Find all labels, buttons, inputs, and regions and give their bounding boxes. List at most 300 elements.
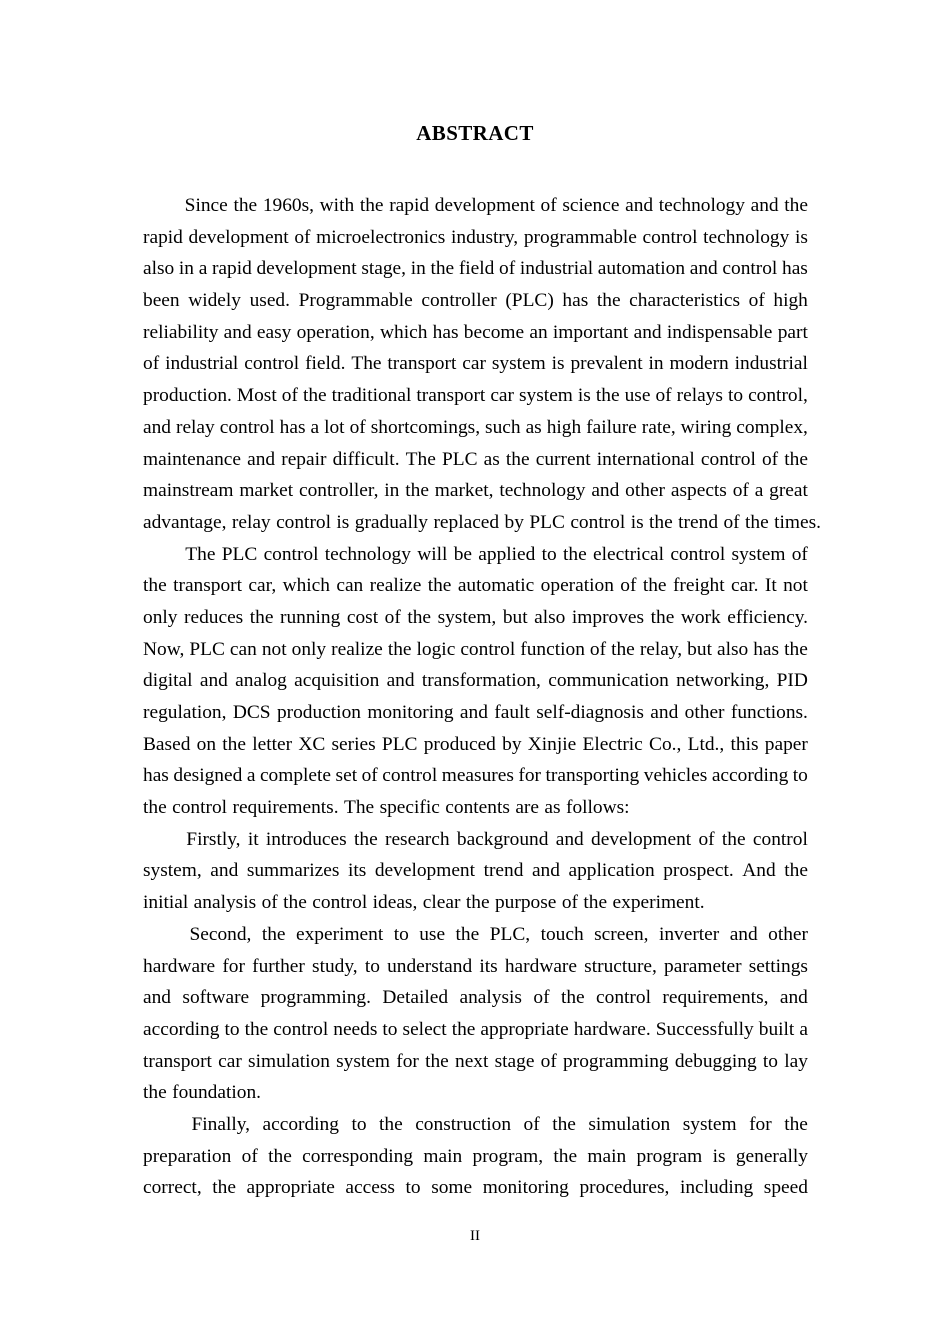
word: programming (563, 1050, 669, 1072)
word: logic (416, 638, 456, 660)
word: and (689, 258, 718, 280)
word: its (347, 860, 367, 882)
word: relay (175, 416, 215, 438)
word: automation (597, 258, 686, 280)
word: is (336, 511, 350, 533)
word: built (758, 1018, 795, 1040)
word: the (560, 987, 585, 1009)
word: of (533, 987, 550, 1009)
word: of (143, 353, 160, 375)
word: field. (305, 353, 346, 375)
word: current (535, 448, 591, 470)
word: times. (774, 511, 821, 533)
word: transport (387, 353, 457, 375)
word: foundation. (172, 1082, 261, 1104)
word: realize (331, 638, 383, 660)
word: the (268, 1145, 292, 1167)
word: to (727, 385, 744, 407)
word: used. (249, 290, 290, 312)
page-title: ABSTRACT (416, 121, 534, 145)
word: technology (499, 480, 586, 502)
word: and (223, 321, 252, 343)
word: gradually (354, 511, 429, 533)
text-line (143, 824, 808, 856)
word: of (384, 606, 401, 628)
word: complete (259, 765, 332, 787)
word: the (583, 892, 608, 914)
word: control (219, 416, 275, 438)
word: running (280, 606, 341, 628)
word: construction (415, 1113, 512, 1135)
word: car (462, 353, 486, 375)
word: which (380, 321, 428, 343)
word: the (784, 860, 808, 882)
word: Finally, (191, 1113, 251, 1135)
word: and (633, 321, 662, 343)
word: control (172, 797, 228, 819)
word: rate, (641, 416, 676, 438)
word: according (262, 1113, 339, 1135)
word: of (761, 448, 779, 470)
word: of (698, 828, 715, 850)
word: rapid (389, 195, 430, 216)
word: become (463, 321, 525, 343)
word: specific (379, 797, 440, 819)
word: an (529, 321, 548, 343)
text-line (143, 475, 808, 507)
word: science (562, 195, 620, 216)
word: use (624, 385, 651, 407)
word: control (596, 987, 651, 1009)
word: And (742, 860, 776, 882)
word: of (589, 638, 607, 660)
word: the (455, 923, 480, 945)
word: also (534, 606, 566, 628)
word: the (359, 195, 384, 216)
text-line (143, 285, 808, 317)
word: application (568, 860, 655, 882)
word: can (229, 638, 257, 660)
word: is (794, 226, 808, 248)
word: of (499, 258, 516, 280)
word: stage, (361, 258, 407, 280)
text-line (143, 634, 808, 666)
word: appropriate (246, 1177, 335, 1199)
word: hardware (504, 955, 577, 977)
word: of (281, 385, 298, 407)
word: the (563, 543, 587, 565)
word: rapid (211, 258, 252, 280)
word: some (431, 1177, 473, 1199)
word: control (752, 828, 808, 850)
word: programming. (260, 987, 371, 1009)
word: background (456, 828, 549, 850)
paragraph (143, 190, 821, 539)
word: a (310, 416, 320, 438)
word: is (551, 353, 565, 375)
word: of (655, 385, 672, 407)
word: part (777, 321, 808, 343)
word: analysis (193, 892, 257, 914)
word: in (410, 258, 426, 280)
word: introduces (265, 828, 347, 850)
word: control (273, 1018, 329, 1040)
word: trend (678, 511, 719, 533)
word: car (490, 385, 514, 407)
word: has (279, 416, 306, 438)
word: high (546, 416, 582, 438)
page-number: II (470, 1228, 480, 1244)
text-line (143, 887, 808, 919)
word: to (405, 1177, 421, 1199)
word: 1960s, (262, 195, 314, 216)
text-line (143, 1172, 808, 1204)
word: and (650, 702, 679, 723)
word: relays (676, 385, 723, 407)
word: work (680, 606, 721, 628)
word: the (143, 1082, 167, 1104)
word: requirements. (232, 797, 339, 819)
word: control (722, 258, 778, 280)
word: of (732, 480, 749, 502)
word: a (198, 258, 208, 280)
word: analysis (459, 987, 522, 1009)
word: of (791, 543, 808, 565)
paragraph (143, 539, 808, 824)
word: of (261, 892, 278, 914)
word: simulation (588, 1113, 671, 1135)
word: Second, (189, 923, 252, 945)
word: the (465, 892, 490, 914)
word: the (642, 575, 667, 597)
word: also (716, 638, 749, 660)
word: industrial (734, 353, 808, 375)
word: development (434, 195, 535, 216)
text-line (143, 1141, 808, 1173)
word: regulation, (143, 702, 227, 723)
word: for (222, 955, 245, 977)
text-line (143, 760, 808, 792)
word: reduces (184, 606, 244, 628)
word: PLC (381, 733, 418, 755)
word: PLC, (489, 923, 531, 945)
word: PLC (189, 638, 225, 660)
word: production (276, 702, 361, 723)
word: functions. (730, 702, 808, 723)
word: The (351, 353, 382, 375)
word: production. (143, 385, 232, 407)
word: PID (776, 670, 808, 692)
word: electrical (593, 543, 665, 565)
text-line (143, 697, 808, 729)
word: in (384, 480, 400, 502)
word: control (700, 448, 756, 470)
word: the (249, 606, 274, 628)
word: Detailed (382, 987, 449, 1009)
word: transformation, (421, 670, 541, 692)
word: wiring (680, 416, 732, 438)
word: procedures, (579, 1177, 670, 1199)
word: of (294, 226, 311, 248)
word: and (247, 448, 276, 470)
text-line (143, 444, 808, 476)
word: to (224, 1018, 240, 1040)
word: a (246, 765, 256, 787)
text-line (143, 919, 808, 951)
text-line (143, 982, 808, 1014)
word: the (143, 797, 167, 819)
word: digital (143, 670, 193, 692)
word: control, (748, 385, 808, 407)
word: freight (672, 575, 725, 597)
word: to (364, 955, 380, 977)
word: the (595, 385, 620, 407)
word: but (687, 638, 712, 660)
word: only (291, 638, 327, 660)
abstract-body (143, 190, 821, 1204)
word: set (335, 765, 358, 787)
text-line (143, 380, 808, 412)
word: market, (434, 480, 494, 502)
word: appropriate (480, 1018, 569, 1040)
word: trend (483, 860, 524, 882)
word: communication (548, 670, 669, 692)
word: XC (298, 733, 326, 755)
word: lot (324, 416, 345, 438)
word: produced (423, 733, 496, 755)
word: improves (571, 606, 645, 628)
word: and (729, 923, 758, 945)
word: PLC (221, 543, 258, 565)
word: in (178, 258, 195, 280)
word: is (630, 511, 644, 533)
word: and (210, 860, 239, 882)
word: main (423, 1145, 463, 1167)
word: characteristics (629, 290, 741, 312)
word: of (241, 1145, 258, 1167)
word: widely (188, 290, 241, 312)
word: transport (173, 575, 243, 597)
word: its (479, 955, 498, 977)
word: a (799, 1018, 808, 1040)
word: of (540, 195, 557, 216)
word: of (748, 290, 765, 312)
word: screen, (594, 923, 649, 945)
word: to (762, 1050, 779, 1072)
word: inverter (658, 923, 720, 945)
word: lay (784, 1050, 808, 1072)
word: fault (494, 702, 530, 723)
word: microelectronics (316, 226, 446, 248)
paragraph (143, 1109, 808, 1204)
word: which (282, 575, 330, 597)
word: analog (235, 670, 287, 692)
word: the (405, 480, 429, 502)
word: development (256, 258, 357, 280)
word: and (591, 480, 620, 502)
word: aspects (670, 480, 727, 502)
word: requirements, (662, 987, 769, 1009)
word: and (779, 987, 808, 1009)
word: program, (472, 1145, 544, 1167)
word: with (319, 195, 355, 216)
word: control (312, 892, 368, 914)
word: speed (763, 1177, 808, 1199)
word: Now, (143, 638, 185, 660)
word: shortcomings, (370, 416, 481, 438)
word: international (596, 448, 695, 470)
word: to (382, 1018, 398, 1040)
word: this (730, 733, 759, 755)
word: system (519, 385, 573, 407)
text-line (143, 602, 808, 634)
word: on (196, 733, 217, 755)
word: relay, (639, 638, 683, 660)
text-line (143, 951, 808, 983)
word: by (502, 733, 522, 755)
word: Programmable (298, 290, 413, 312)
word: technology (324, 543, 411, 565)
word: Ltd., (687, 733, 725, 755)
word: the (596, 290, 621, 312)
word: experiment (296, 923, 384, 945)
word: and (143, 416, 171, 438)
word: control (263, 543, 319, 565)
word: DCS (232, 702, 271, 723)
word: as (525, 416, 542, 438)
word: Most (236, 385, 277, 407)
word: next (455, 1050, 489, 1072)
paragraph (143, 919, 808, 1109)
word: technology (658, 195, 745, 216)
word: system, (437, 606, 497, 628)
word: monitoring (482, 1177, 569, 1199)
word: the (244, 1018, 269, 1040)
word: of (523, 1113, 540, 1135)
word: indispensable (666, 321, 773, 343)
word: according (143, 1018, 220, 1040)
word: of (561, 892, 578, 914)
word: the (650, 606, 675, 628)
word: car (218, 1050, 242, 1072)
word: be (453, 543, 472, 565)
word: by (504, 511, 524, 533)
word: follows: (566, 797, 630, 819)
word: car. (731, 575, 759, 597)
text-line (143, 1046, 808, 1078)
word: mainstream (143, 480, 234, 502)
text-line (143, 1077, 808, 1109)
word: correct, (143, 1177, 202, 1199)
word: stage (494, 1050, 535, 1072)
word: field (458, 258, 495, 280)
word: great (769, 480, 808, 502)
word: main (587, 1145, 627, 1167)
word: and (143, 987, 171, 1009)
word: debugging (674, 1050, 757, 1072)
word: Co., (649, 733, 682, 755)
word: of (723, 511, 740, 533)
word: and (555, 828, 584, 850)
word: transporting (545, 765, 640, 787)
word: prospect. (663, 860, 734, 882)
word: acquisition (294, 670, 380, 692)
word: the (784, 448, 808, 470)
word: applied (478, 543, 536, 565)
word: PLC (529, 511, 565, 533)
word: transport (143, 1050, 212, 1072)
word: relay (231, 511, 271, 533)
word: other (768, 923, 808, 945)
word: control (570, 511, 626, 533)
word: of (349, 416, 366, 438)
word: not (783, 575, 808, 597)
word: industry, (451, 226, 519, 248)
word: modern (669, 353, 729, 375)
word: as (483, 448, 500, 470)
word: It (764, 575, 777, 597)
word: initial (143, 892, 189, 914)
word: the (784, 638, 808, 660)
word: controller, (299, 480, 379, 502)
word: control (460, 638, 516, 660)
word: it (247, 828, 259, 850)
text-line (143, 855, 808, 887)
word: series (331, 733, 376, 755)
text-line (143, 729, 808, 761)
word: control (642, 226, 698, 248)
word: and (531, 860, 560, 882)
paragraph (143, 824, 808, 919)
word: the (143, 575, 167, 597)
word: is (712, 1145, 726, 1167)
word: purpose (494, 892, 557, 914)
word: The (343, 797, 375, 819)
word: system (682, 1113, 737, 1135)
word: letter (252, 733, 293, 755)
word: will (417, 543, 448, 565)
word: such (485, 416, 521, 438)
word: to (541, 543, 557, 565)
word: for (518, 765, 542, 787)
word: the (784, 1113, 808, 1135)
word: control (382, 765, 438, 787)
word: can (336, 575, 364, 597)
word: networking, (676, 670, 770, 692)
word: research (384, 828, 450, 850)
text-line (143, 348, 808, 380)
word: structure, (584, 955, 657, 977)
word: industrial (165, 353, 239, 375)
word: vehicles (643, 765, 708, 787)
word: and (625, 195, 654, 216)
word: measures (441, 765, 514, 787)
word: understand (387, 955, 473, 977)
word: the (222, 733, 246, 755)
word: market (239, 480, 294, 502)
text-line (143, 539, 808, 571)
word: the (649, 511, 673, 533)
word: program (636, 1145, 703, 1167)
word: access (345, 1177, 395, 1199)
word: development (591, 828, 692, 850)
word: Electric (582, 733, 643, 755)
word: car, (248, 575, 277, 597)
word: summarizes (246, 860, 340, 882)
word: the (505, 448, 530, 470)
word: contents (445, 797, 510, 819)
word: The (405, 448, 436, 470)
